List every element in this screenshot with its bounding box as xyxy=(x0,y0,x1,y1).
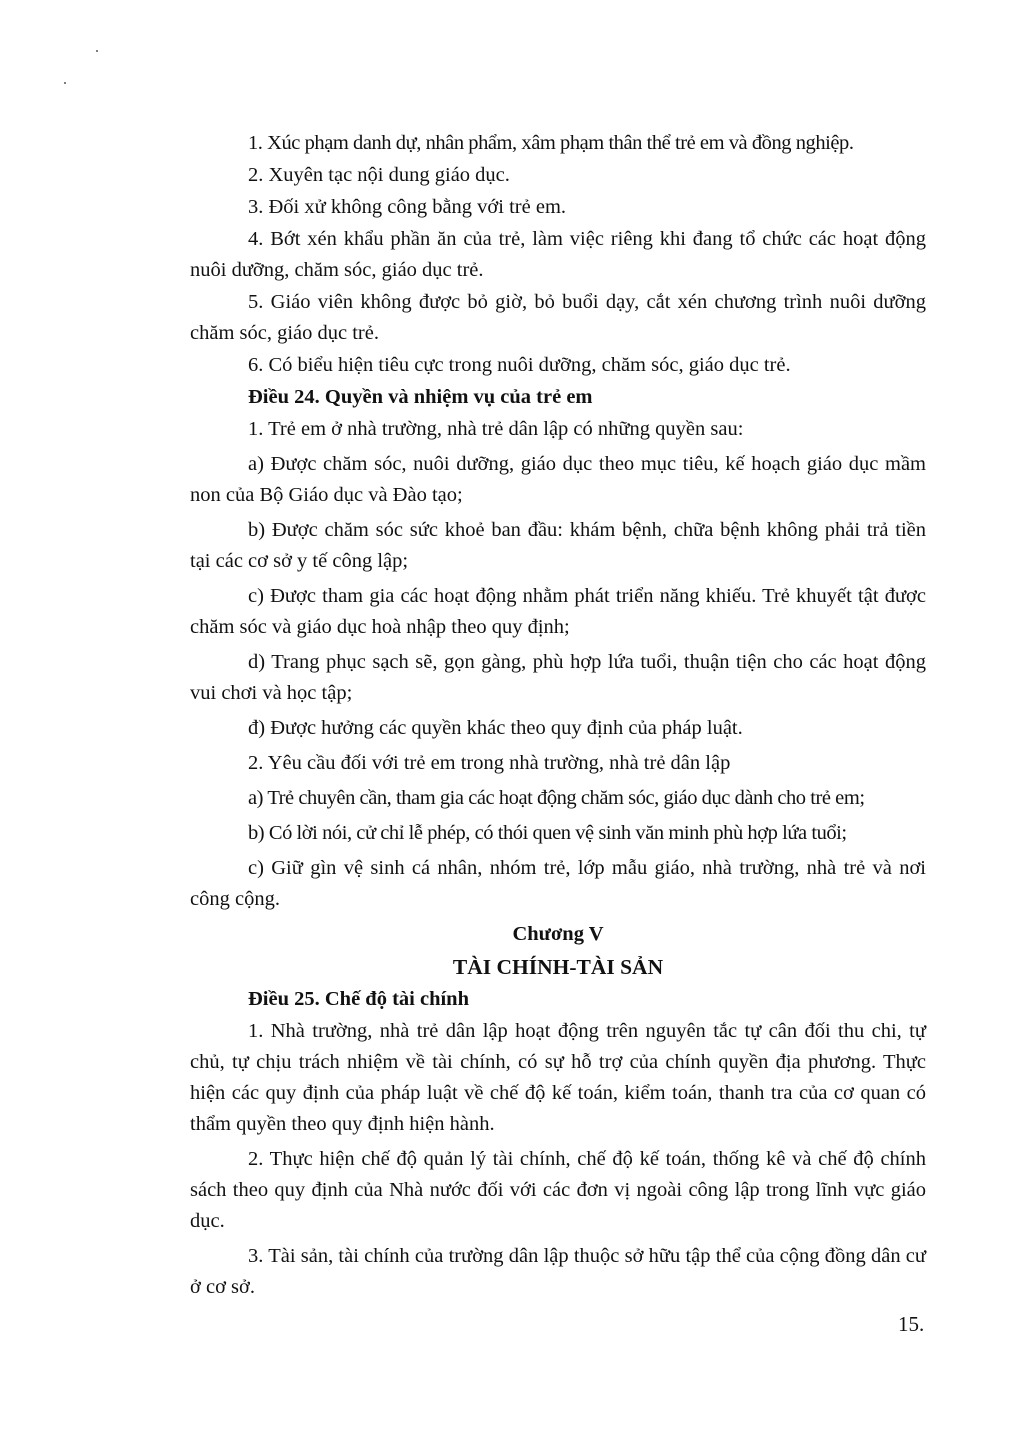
rights-intro: 1. Trẻ em ở nhà trường, nhà trẻ dân lập có những quyền sau: xyxy=(248,418,744,440)
page-number: 15. xyxy=(898,1312,925,1336)
page-content xyxy=(190,128,926,1307)
article-25-heading: Điều 25. Chế độ tài chính xyxy=(248,988,469,1010)
duties-intro: 2. Yêu cầu đối với trẻ em trong nhà trường, nhà trẻ dân lập xyxy=(248,752,731,774)
duties-item: a) Trẻ chuyên cần, tham gia các hoạt động chăm sóc, giáo dục dành cho trẻ em; xyxy=(248,787,865,809)
article-25-paragraph: 2. Thực hiện chế độ quản lý tài chính, chế độ kế toán, thống kê và chế độ chính sách theo quy định của Nhà nước đối với các đơn vị ngoài công lập trong lĩnh vực giáo dục. xyxy=(190,1148,926,1232)
list-item: 5. Giáo viên không được bỏ giờ, bỏ buổi dạy, cắt xén chương trình nuôi dưỡng chăm sóc, giáo dục trẻ. xyxy=(190,291,926,344)
chapter-title: TÀI CHÍNH-TÀI SẢN xyxy=(452,955,664,979)
rights-item: đ) Được hưởng các quyền khác theo quy định của pháp luật. xyxy=(248,717,743,739)
article-25-paragraph: 1. Nhà trường, nhà trẻ dân lập hoạt động trên nguyên tắc tự cân đối thu chi, tự chủ, tự chịu trách nhiệm về tài chính, có sự hỗ trợ của chính quyền địa phương. Thực hiện các quy định của pháp luật về chế độ kế toán, kiểm toán, thanh tra của cơ quan có thẩm quyền theo quy định hiện hành. xyxy=(190,1020,926,1135)
rights-item: b) Được chăm sóc sức khoẻ ban đầu: khám bệnh, chữa bệnh không phải trả tiền tại các cơ sở y tế công lập; xyxy=(190,519,926,572)
rights-item: c) Được tham gia các hoạt động nhằm phát triển năng khiếu. Trẻ khuyết tật được chăm sóc và giáo dục hoà nhập theo quy định; xyxy=(190,585,926,638)
rights-item: d) Trang phục sạch sẽ, gọn gàng, phù hợp lứa tuổi, thuận tiện cho các hoạt động vui chơi và học tập; xyxy=(190,651,926,704)
list-item: 1. Xúc phạm danh dự, nhân phẩm, xâm phạm thân thể trẻ em và đồng nghiệp. xyxy=(248,132,854,154)
rights-item: a) Được chăm sóc, nuôi dưỡng, giáo dục theo mục tiêu, kế hoạch giáo dục mầm non của Bộ Giáo dục và Đào tạo; xyxy=(190,453,926,506)
duties-item: c) Giữ gìn vệ sinh cá nhân, nhóm trẻ, lớp mẫu giáo, nhà trường, nhà trẻ và nơi công cộng. xyxy=(190,857,926,910)
list-item: 2. Xuyên tạc nội dung giáo dục. xyxy=(248,164,510,186)
list-item: 6. Có biểu hiện tiêu cực trong nuôi dưỡng, chăm sóc, giáo dục trẻ. xyxy=(248,354,791,376)
scan-speck xyxy=(96,50,98,52)
list-item: 3. Đối xử không công bằng với trẻ em. xyxy=(248,196,567,218)
article-24-heading: Điều 24. Quyền và nhiệm vụ của trẻ em xyxy=(248,386,593,408)
duties-item: b) Có lời nói, cử chỉ lễ phép, có thói quen vệ sinh văn minh phù hợp lứa tuổi; xyxy=(248,822,847,844)
scan-speck xyxy=(64,82,66,84)
chapter-label: Chương V xyxy=(512,923,604,945)
article-25-paragraph: 3. Tài sản, tài chính của trường dân lập thuộc sở hữu tập thể của cộng đồng dân cư ở cơ sở. xyxy=(190,1245,926,1298)
list-item: 4. Bớt xén khẩu phần ăn của trẻ, làm việc riêng khi đang tổ chức các hoạt động nuôi dưỡng, chăm sóc, giáo dục trẻ. xyxy=(190,228,926,281)
